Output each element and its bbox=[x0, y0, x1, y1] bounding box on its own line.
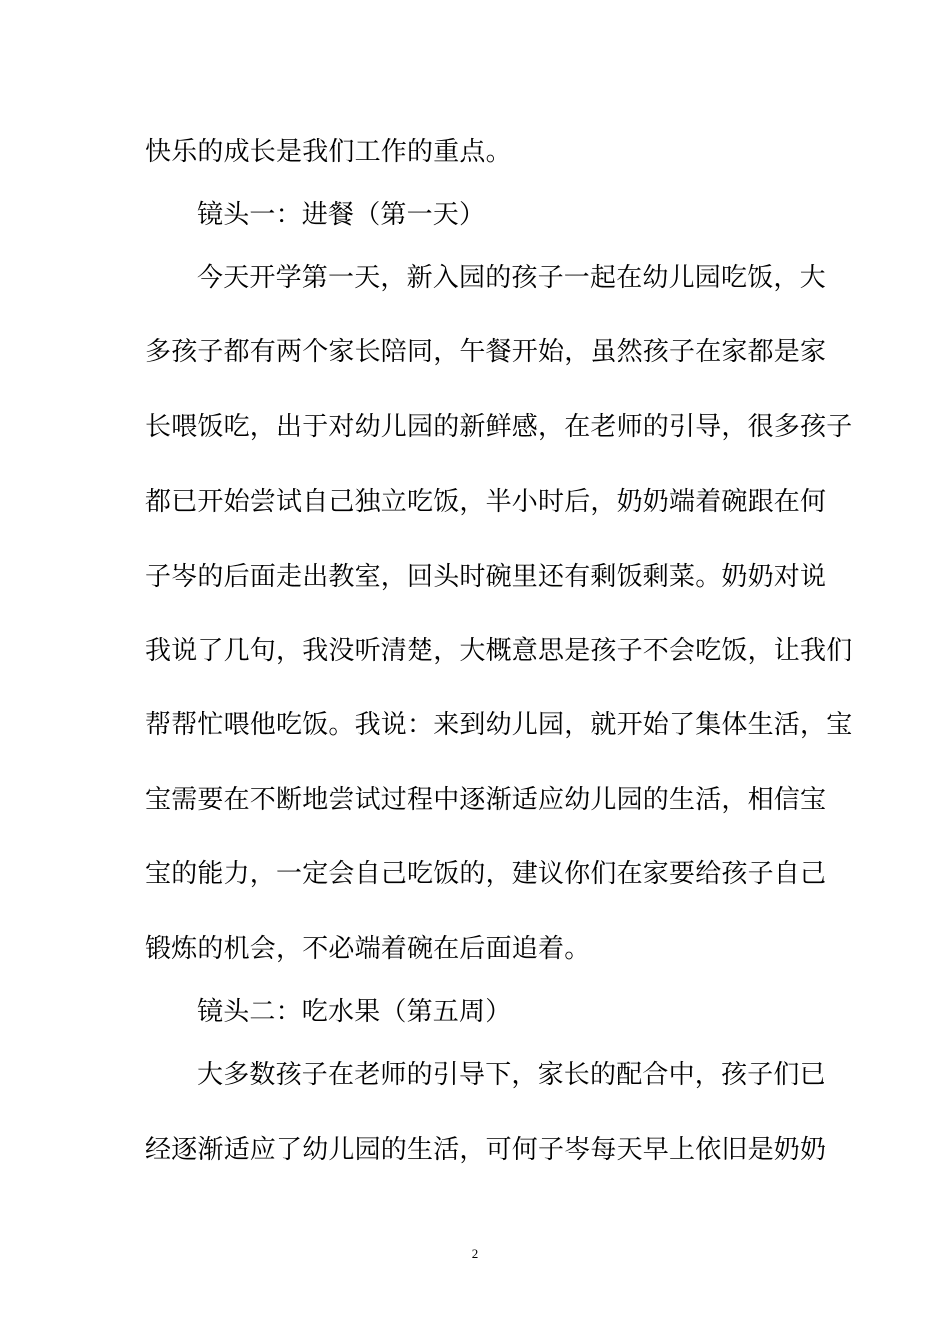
text-line: 子岑的后面走出教室，回头时碗里还有剩饭剩菜。奶奶对说 bbox=[145, 562, 827, 592]
text-line: 今天开学第一天，新入园的孩子一起在幼儿园吃饭，大 bbox=[197, 263, 826, 293]
text-line: 帮帮忙喂他吃饭。我说：来到幼儿园，就开始了集体生活，宝 bbox=[145, 710, 853, 740]
text-line: 经逐渐适应了幼儿园的生活，可何子岑每天早上依旧是奶奶 bbox=[145, 1135, 827, 1165]
text-line: 锻炼的机会，不必端着碗在后面追着。 bbox=[145, 934, 591, 964]
text-line: 都已开始尝试自己独立吃饭，半小时后，奶奶端着碗跟在何 bbox=[145, 487, 827, 517]
text-line: 大多数孩子在老师的引导下，家长的配合中，孩子们已 bbox=[197, 1060, 826, 1090]
page-number: 2 bbox=[471, 1246, 479, 1261]
section-heading: 镜头一：进餐（第一天） bbox=[197, 200, 486, 230]
text-line: 长喂饭吃，出于对幼儿园的新鲜感，在老师的引导，很多孩子 bbox=[145, 412, 853, 442]
text-line: 我说了几句，我没听清楚，大概意思是孩子不会吃饭，让我们 bbox=[145, 636, 853, 666]
section-heading: 镜头二：吃水果（第五周） bbox=[197, 997, 512, 1027]
text-line: 多孩子都有两个家长陪同，午餐开始，虽然孩子在家都是家 bbox=[145, 337, 827, 367]
text-line: 宝的能力，一定会自己吃饭的，建议你们在家要给孩子自己 bbox=[145, 859, 827, 889]
text-line: 宝需要在不断地尝试过程中逐渐适应幼儿园的生活，相信宝 bbox=[145, 785, 827, 815]
text-line: 快乐的成长是我们工作的重点。 bbox=[145, 137, 512, 167]
